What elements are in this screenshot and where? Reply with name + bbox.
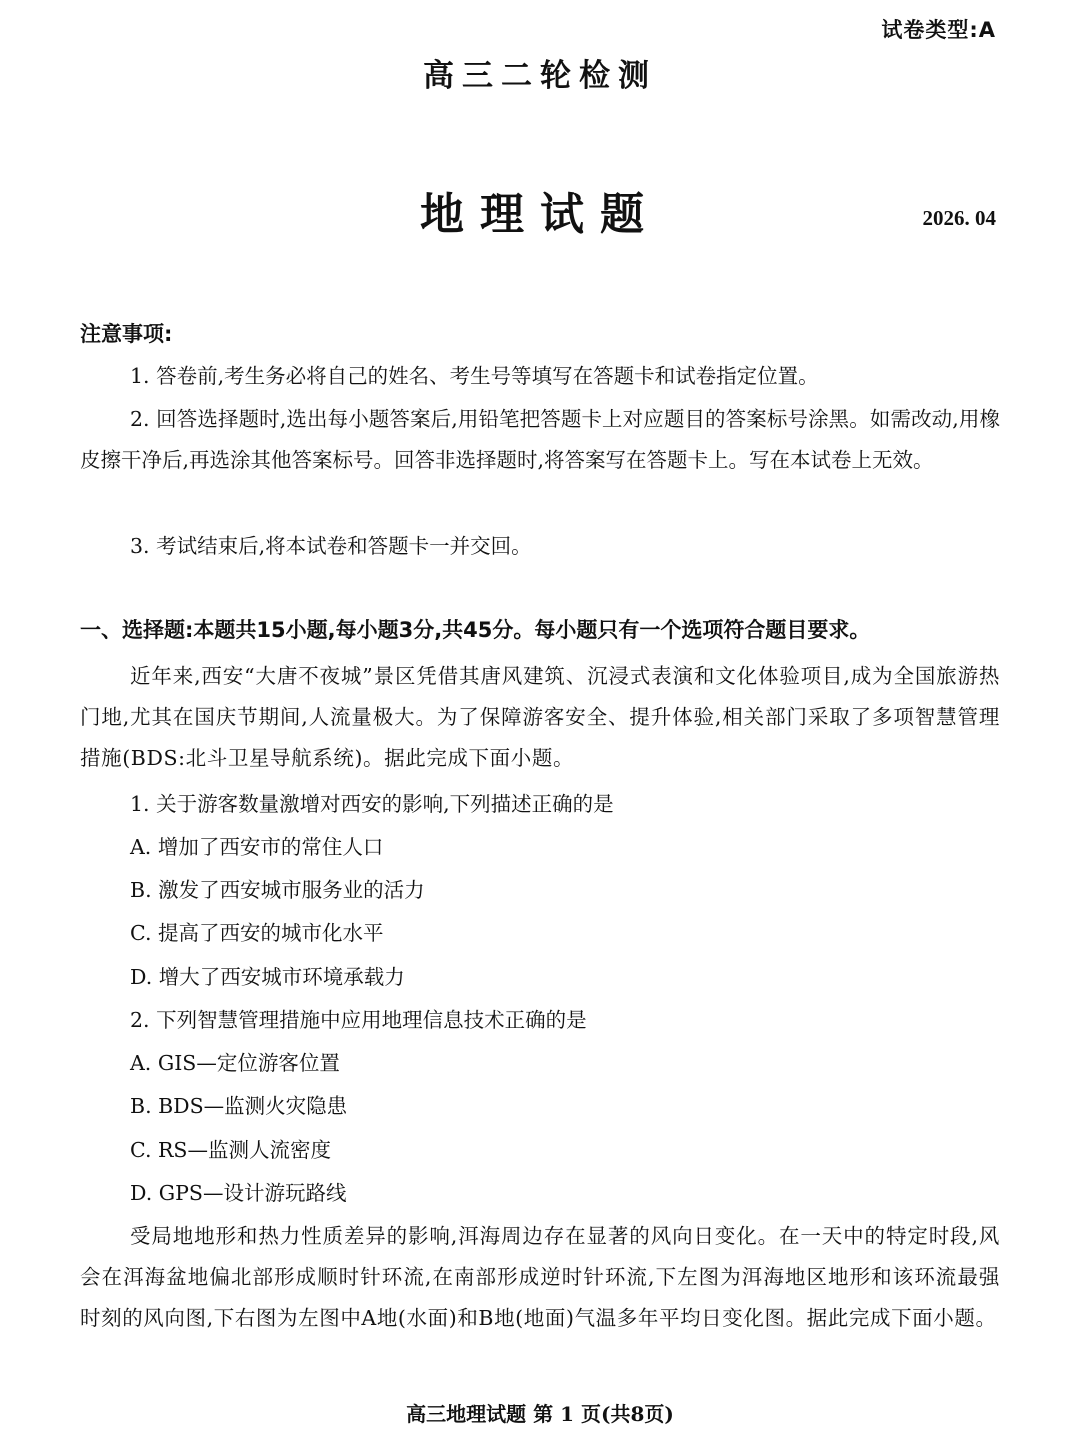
note-item-2: 2. 回答选择题时,选出每小题答案后,用铅笔把答题卡上对应题目的答案标号涂黑。如需改动,用橡皮擦干净后,再选涂其他答案标号。回答非选择题时,将答案写在答题卡上。写在本试卷上无效。 — [80, 407, 1000, 472]
page-footer: 高三地理试题 第 1 页(共8页) — [406, 1402, 674, 1426]
question-1-option-c: C. 提高了西安的城市化水平 — [130, 921, 384, 945]
note-item-3: 3. 考试结束后,将本试卷和答题卡一并交回。 — [130, 534, 532, 558]
passage-2: 受局地地形和热力性质差异的影响,洱海周边存在显著的风向日变化。在一天中的特定时段,风会在洱海盆地偏北部形成顺时针环流,在南部形成逆时针环流,下左图为洱海地区地形和该环流最强时刻的风向图,下右图为左图中A地(水面)和B地(地面)气温多年平均日变化图。据此完成下面小题。 — [80, 1224, 1000, 1330]
question-2-option-b: B. BDS—监测火灾隐患 — [130, 1094, 348, 1118]
question-1-option-b: B. 激发了西安城市服务业的活力 — [130, 878, 425, 902]
note-item-1: 1. 答卷前,考生务必将自己的姓名、考生号等填写在答题卡和试卷指定位置。 — [130, 364, 819, 388]
question-1-stem: 1. 关于游客数量激增对西安的影响,下列描述正确的是 — [130, 792, 614, 816]
question-2-option-a: A. GIS—定位游客位置 — [130, 1051, 340, 1075]
passage-1: 近年来,西安“大唐不夜城”景区凭借其唐风建筑、沉浸式表演和文化体验项目,成为全国旅游热门地,尤其在国庆节期间,人流量极大。为了保障游客安全、提升体验,相关部门采取了多项智慧管理措施(BDS:北斗卫星导航系统)。据此完成下面小题。 — [80, 664, 1000, 770]
question-2-option-c: C. RS—监测人流密度 — [130, 1138, 331, 1162]
paper-type-label: 试卷类型:A — [881, 18, 996, 42]
question-2-stem: 2. 下列智慧管理措施中应用地理信息技术正确的是 — [130, 1008, 587, 1032]
section-heading: 一、选择题:本题共15小题,每小题3分,共45分。每小题只有一个选项符合题目要求。 — [80, 618, 871, 642]
question-1-option-d: D. 增大了西安城市环境承载力 — [130, 965, 405, 989]
question-2-option-d: D. GPS—设计游玩路线 — [130, 1181, 347, 1205]
question-1-option-a: A. 增加了西安市的常住人口 — [130, 835, 384, 859]
exam-title: 地理试题 — [420, 189, 660, 240]
notes-heading: 注意事项: — [80, 322, 173, 346]
exam-date: 2026. 04 — [922, 206, 996, 230]
exam-subtitle: 高三二轮检测 — [423, 58, 657, 94]
